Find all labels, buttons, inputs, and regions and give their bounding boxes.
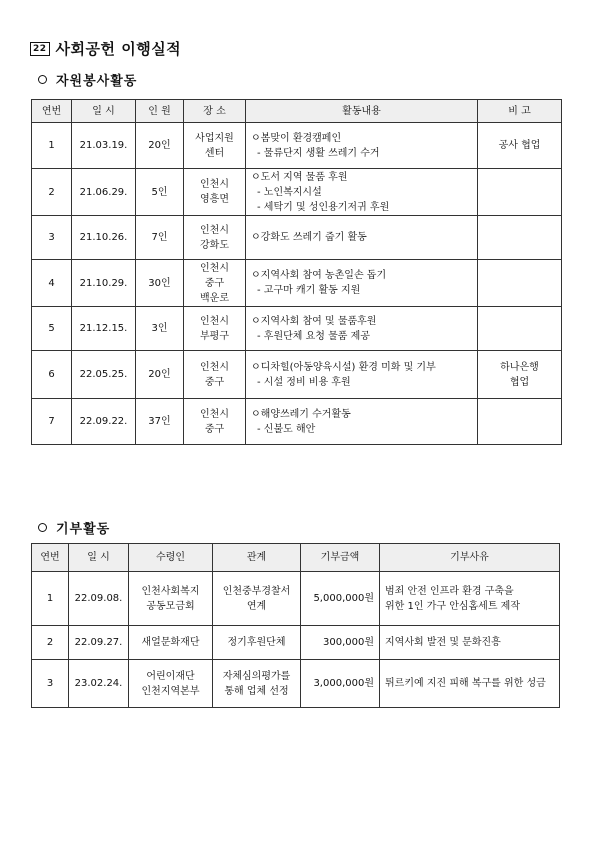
place-line: 중구 bbox=[204, 277, 225, 289]
place-cell bbox=[184, 307, 246, 351]
content-line: ㅇ지역사회 참여 농촌일손 돕기 bbox=[251, 270, 387, 281]
volunteer-section-title-text: 자원봉사활동 bbox=[56, 74, 138, 89]
table-row bbox=[32, 260, 562, 307]
volunteer-table bbox=[31, 99, 562, 445]
row-number-cell bbox=[32, 307, 72, 351]
place-line: 인천시 bbox=[200, 262, 229, 274]
row-number-cell bbox=[32, 399, 72, 445]
row-number: 2 bbox=[48, 186, 55, 198]
row-number: 4 bbox=[48, 277, 55, 289]
place-line: 인천시 bbox=[200, 408, 229, 420]
date: 23.02.24. bbox=[74, 678, 123, 689]
note-cell bbox=[478, 260, 562, 307]
content-line: - 시설 정비 비용 후원 bbox=[257, 376, 351, 388]
table-row bbox=[32, 216, 562, 260]
row-number-cell bbox=[32, 626, 69, 660]
header-cell: 수령인 bbox=[129, 544, 213, 572]
table-row bbox=[32, 626, 560, 660]
donation-table bbox=[31, 543, 560, 708]
header-cell: 장 소 bbox=[184, 100, 246, 123]
header-cell: 활동내용 bbox=[246, 100, 478, 123]
note-cell bbox=[478, 216, 562, 260]
row-number-cell bbox=[32, 260, 72, 307]
note-cell bbox=[478, 351, 562, 399]
content-cell bbox=[246, 260, 478, 307]
row-number: 3 bbox=[48, 232, 55, 243]
table-row bbox=[32, 351, 562, 399]
relation-line: 정기후원단체 bbox=[227, 637, 286, 648]
date: 22.09.08. bbox=[74, 593, 123, 604]
place-cell bbox=[184, 216, 246, 260]
circle-bullet-icon bbox=[38, 523, 47, 532]
people-cell bbox=[136, 307, 184, 351]
people-cell bbox=[136, 123, 184, 169]
recipient-line: 인천사회복지 bbox=[141, 585, 200, 597]
reason-cell bbox=[380, 626, 560, 660]
place-cell bbox=[184, 351, 246, 399]
row-number: 6 bbox=[48, 369, 55, 380]
place-line: 인천시 bbox=[200, 315, 229, 327]
content-cell bbox=[246, 169, 478, 216]
note-line: 협업 bbox=[509, 376, 530, 388]
header-cell: 비 고 bbox=[478, 100, 562, 123]
note-cell bbox=[478, 307, 562, 351]
date: 21.12.15. bbox=[79, 323, 128, 334]
place-line: 영흥면 bbox=[200, 194, 229, 205]
row-number-cell bbox=[32, 660, 69, 708]
content-cell bbox=[246, 307, 478, 351]
date-cell bbox=[72, 399, 136, 445]
reason-cell bbox=[380, 660, 560, 708]
place-line: 중구 bbox=[204, 376, 225, 388]
place-line: 강화도 bbox=[200, 239, 229, 251]
recipient-line: 공동모금회 bbox=[146, 600, 195, 612]
content-line: ㅇ봄맞이 환경캠페인 bbox=[251, 132, 342, 144]
place-cell bbox=[184, 260, 246, 307]
table-row bbox=[32, 660, 560, 708]
content-cell bbox=[246, 123, 478, 169]
row-number: 7 bbox=[48, 416, 55, 427]
circle-bullet-icon bbox=[38, 75, 47, 84]
donation-amount: 5,000,000원 bbox=[313, 593, 374, 604]
row-number: 2 bbox=[46, 637, 54, 648]
place-line: 사업지원 bbox=[195, 132, 234, 144]
people-count: 3인 bbox=[151, 323, 168, 334]
donation-section-title-text: 기부활동 bbox=[56, 522, 111, 537]
relation-cell bbox=[213, 660, 301, 708]
relation-cell bbox=[213, 626, 301, 660]
row-number: 3 bbox=[46, 678, 54, 689]
place-line: 센터 bbox=[204, 147, 225, 159]
recipient-cell bbox=[129, 626, 213, 660]
content-line: - 세탁기 및 성인용기저귀 후원 bbox=[257, 201, 390, 213]
donation-amount: 300,000원 bbox=[322, 637, 374, 648]
date: 21.10.29. bbox=[79, 277, 128, 289]
recipient-line: 어린이재단 bbox=[146, 670, 195, 682]
recipient-line: 새얼문화재단 bbox=[141, 637, 200, 648]
place-line: 인천시 bbox=[200, 361, 229, 373]
page-title-text: 사회공헌 이행실적 bbox=[55, 40, 182, 58]
table-row bbox=[32, 572, 560, 626]
reason-line: 지역사회 발전 및 문화진흥 bbox=[385, 637, 501, 648]
reason-cell bbox=[380, 572, 560, 626]
date-cell bbox=[72, 123, 136, 169]
date-cell bbox=[69, 572, 129, 626]
date: 21.10.26. bbox=[79, 232, 128, 243]
content-line: ㅇ해양쓰레기 수거활동 bbox=[251, 408, 351, 420]
content-line: - 신불도 해안 bbox=[257, 423, 316, 435]
place-cell bbox=[184, 399, 246, 445]
header-cell: 연번 bbox=[32, 100, 72, 123]
row-number-cell bbox=[32, 123, 72, 169]
row-number-cell bbox=[32, 169, 72, 216]
recipient-cell bbox=[129, 660, 213, 708]
section-number-badge: 22 bbox=[30, 42, 50, 56]
content-line: - 고구마 캐기 활동 지원 bbox=[257, 285, 361, 296]
note-line: 공사 협업 bbox=[498, 140, 541, 151]
note-cell bbox=[478, 399, 562, 445]
content-line: - 물류단지 생활 쓰레기 수거 bbox=[257, 147, 380, 159]
donation-amount: 3,000,000원 bbox=[313, 678, 374, 689]
place-line: 인천시 bbox=[200, 179, 229, 190]
volunteer-section-title bbox=[38, 70, 137, 89]
content-line: ㅇ디차힐(아동양육시설) 환경 미화 및 기부 bbox=[251, 361, 436, 373]
header-cell: 기부사유 bbox=[380, 544, 560, 572]
table-row bbox=[32, 307, 562, 351]
table-row bbox=[32, 399, 562, 445]
people-count: 7인 bbox=[151, 232, 168, 243]
table-row bbox=[32, 169, 562, 216]
place-line: 부평구 bbox=[200, 330, 229, 342]
row-number-cell bbox=[32, 572, 69, 626]
people-count: 5인 bbox=[151, 186, 168, 198]
amount-cell bbox=[301, 660, 380, 708]
place-line: 인천시 bbox=[200, 224, 229, 236]
row-number: 1 bbox=[46, 593, 54, 604]
relation-cell bbox=[213, 572, 301, 626]
content-line: ㅇ도서 지역 물품 후원 bbox=[251, 171, 348, 183]
date: 21.03.19. bbox=[79, 140, 128, 151]
place-line: 백운로 bbox=[200, 292, 229, 304]
amount-cell bbox=[301, 626, 380, 660]
row-number-cell bbox=[32, 351, 72, 399]
reason-line: 튀르키예 지진 피해 복구를 위한 성금 bbox=[385, 678, 546, 689]
row-number: 1 bbox=[48, 140, 55, 151]
donation-header-row bbox=[32, 544, 560, 572]
header-cell: 기부금액 bbox=[301, 544, 380, 572]
relation-line: 연계 bbox=[246, 600, 267, 612]
date-cell bbox=[72, 169, 136, 216]
place-cell bbox=[184, 169, 246, 216]
note-cell bbox=[478, 169, 562, 216]
content-line: ㅇ강화도 쓰레기 줍기 활동 bbox=[251, 232, 367, 243]
content-cell bbox=[246, 216, 478, 260]
header-cell: 연번 bbox=[32, 544, 69, 572]
table-row bbox=[32, 123, 562, 169]
date-cell bbox=[72, 351, 136, 399]
people-count: 30인 bbox=[148, 277, 171, 289]
recipient-cell bbox=[129, 572, 213, 626]
recipient-line: 인천지역본부 bbox=[141, 685, 200, 697]
header-cell: 인 원 bbox=[136, 100, 184, 123]
relation-line: 통해 업체 선정 bbox=[224, 685, 289, 697]
place-cell bbox=[184, 123, 246, 169]
people-cell bbox=[136, 169, 184, 216]
content-cell bbox=[246, 399, 478, 445]
volunteer-header-row bbox=[32, 100, 562, 123]
amount-cell bbox=[301, 572, 380, 626]
header-cell: 관계 bbox=[213, 544, 301, 572]
donation-section-title bbox=[38, 518, 110, 537]
reason-line: 범죄 안전 인프라 환경 구축을 bbox=[385, 585, 514, 597]
people-cell bbox=[136, 399, 184, 445]
row-number: 5 bbox=[48, 323, 55, 334]
page-title bbox=[30, 38, 181, 59]
relation-line: 인천중부경찰서 bbox=[222, 585, 291, 597]
content-line: ㅇ지역사회 참여 및 물품후원 bbox=[251, 315, 377, 327]
place-line: 중구 bbox=[204, 423, 225, 435]
date-cell bbox=[72, 216, 136, 260]
date: 22.09.22. bbox=[79, 416, 128, 427]
people-cell bbox=[136, 216, 184, 260]
date: 22.05.25. bbox=[79, 369, 128, 380]
people-cell bbox=[136, 351, 184, 399]
date: 21.06.29. bbox=[79, 186, 128, 198]
header-cell: 일 시 bbox=[72, 100, 136, 123]
relation-line: 자체심의평가를 bbox=[222, 670, 291, 682]
date-cell bbox=[72, 307, 136, 351]
date-cell bbox=[72, 260, 136, 307]
row-number-cell bbox=[32, 216, 72, 260]
content-cell bbox=[246, 351, 478, 399]
header-cell: 일 시 bbox=[69, 544, 129, 572]
people-count: 20인 bbox=[148, 369, 171, 380]
note-line: 하나은행 bbox=[500, 361, 539, 373]
note-cell bbox=[478, 123, 562, 169]
date-cell bbox=[69, 626, 129, 660]
reason-line: 위한 1인 가구 안심홈세트 제작 bbox=[385, 600, 520, 612]
content-line: - 노인복지시설 bbox=[257, 186, 322, 198]
content-line: - 후원단체 요청 물품 제공 bbox=[257, 330, 370, 342]
people-count: 20인 bbox=[148, 140, 171, 151]
date: 22.09.27. bbox=[74, 637, 123, 648]
people-cell bbox=[136, 260, 184, 307]
date-cell bbox=[69, 660, 129, 708]
people-count: 37인 bbox=[148, 416, 171, 427]
